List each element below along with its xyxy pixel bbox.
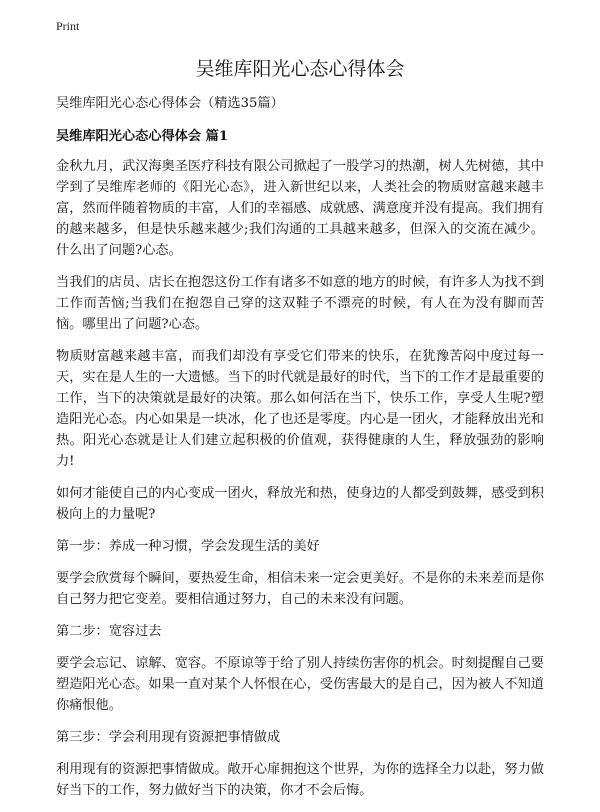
step-1-heading: 第一步：养成一种习惯，学会发现生活的美好: [56, 539, 320, 554]
paragraph-6: 要学会忘记、谅解、宽容。不原谅等于给了别人持续伤害你的机会。时刻提醒自己要塑造阳光心态。如果一直对某个人怀恨在心，受伤害最大的是自己，因为被人不知道你痛恨他。: [56, 656, 544, 713]
print-link[interactable]: Print: [56, 19, 80, 33]
document-body: [56, 93, 544, 812]
document-title: 吴维库阳光心态心得体会: [195, 58, 405, 80]
paragraph-4: 如何才能使自己的内心变成一团火，释放光和热，使身边的人都受到鼓舞，感受到积极向上的力量呢?: [56, 486, 544, 522]
document-subtitle: 吴维库阳光心态心得体会（精选35篇）: [56, 96, 284, 111]
paragraph-5: 要学会欣赏每个瞬间，要热爱生命，相信未来一定会更美好。不是你的未来差而是你自己努力把它变差。要相信通过努力，自己的未来没有问题。: [56, 571, 544, 607]
step-2-heading: 第二步：宽容过去: [56, 624, 162, 639]
section-heading: 吴维库阳光心态心得体会 篇1: [56, 129, 229, 144]
step-3-heading: 第三步：学会利用现有资源把事情做成: [56, 730, 281, 745]
paragraph-7: 利用现有的资源把事情做成。敞开心扉拥抱这个世界，为你的选择全力以赴，努力做好当下的工作，努力做好当下的决策，你才不会后悔。: [56, 762, 544, 798]
paragraph-3: 物质财富越来越丰富，而我们却没有享受它们带来的快乐，在犹豫苦闷中度过每一天，实在是人生的一大遗憾。当下的时代就是最好的时代，当下的工作才是最重要的工作，当下的决策就是最好的决策。那么如何活在当下，快乐工作，享受人生呢?塑造阳光心态。内心如果是一块冰，化了也还是零度。内心是一团火，才能释放出光和热。阳光心态就是让人们建立起积极的价值观，获得健康的人生，释放强劲的影响力!: [56, 349, 544, 469]
paragraph-1: 金秋九月，武汉海奥圣医疗科技有限公司掀起了一股学习的热潮，树人先树德，其中学到了吴维库老师的《阳光心态》，进入新世纪以来，人类社会的物质财富越来越丰富，然而伴随着物质的丰富，人们的幸福感、成就感、满意度并没有提高。我们拥有的越来越多，但是快乐越来越少;我们沟通的工具越来越多，但深入的交流在减少。什么出了问题?心态。: [56, 159, 544, 258]
paragraph-2: 当我们的店员、店长在抱怨这份工作有诸多不如意的地方的时候，有许多人为找不到工作而苦恼;当我们在抱怨自己穿的这双鞋子不漂亮的时候，有人在为没有脚而苦恼。哪里出了问题?心态。: [56, 275, 544, 332]
